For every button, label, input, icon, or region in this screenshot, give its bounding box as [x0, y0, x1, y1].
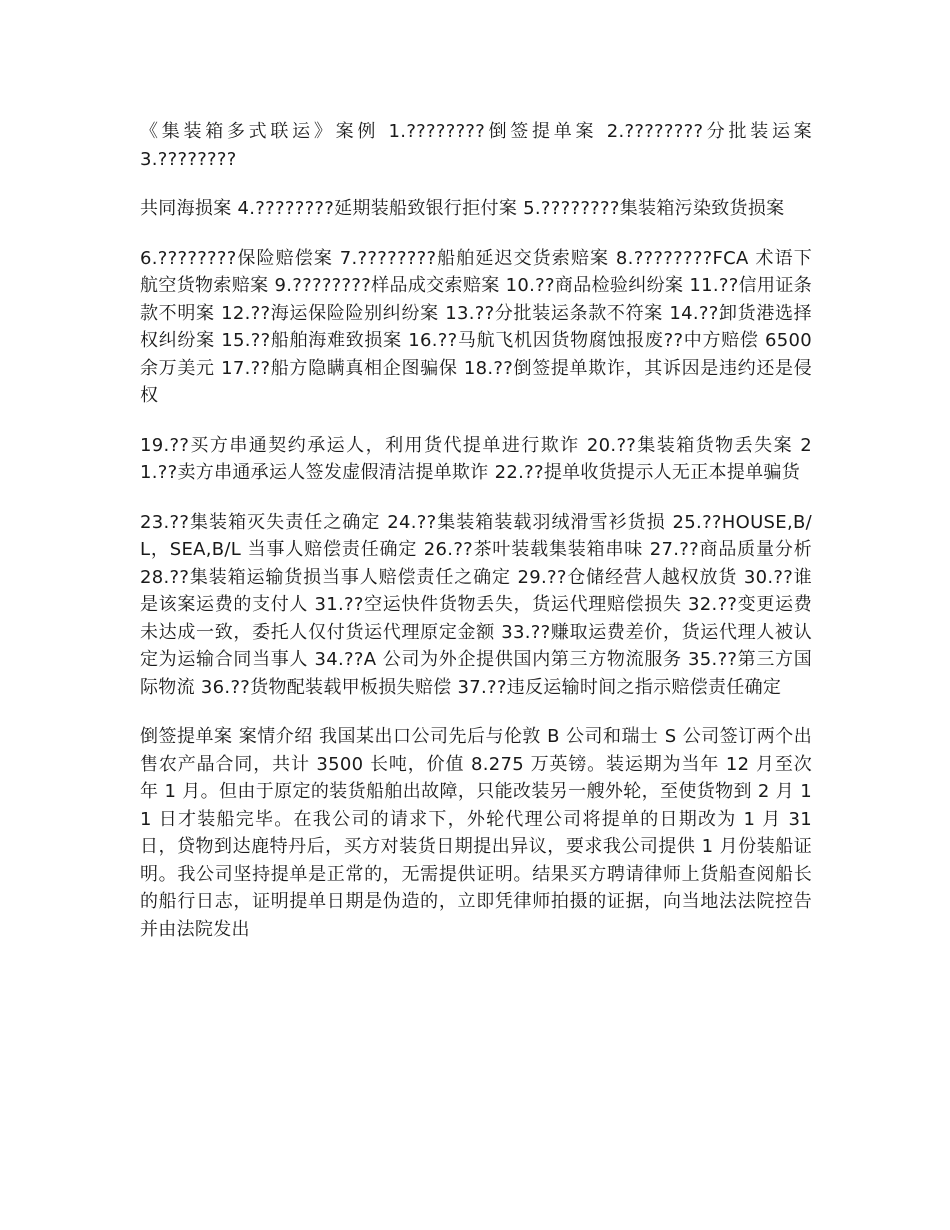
paragraph-case-index-3: 6.????????保险赔偿案 7.????????船舶延迟交货索赔案 8.????????FCA 术语下航空货物索赔案 9.????????样品成交索赔案 10.??商品检验纠纷案 11.??信用证条款不明案 12.??海运保险险别纠纷案 13.??分批装运条款不符案 14.??卸货港选择权纠纷案 15.??船舶海难致损案 16.??马航飞机因货物腐蚀报废??中方赔偿 6500 余万美元 17.??船方隐瞒真相企图骗保 18.??倒签提单欺诈，其诉因是违约还是侵权: [140, 247, 812, 406]
paragraph-case-index-4: 19.??买方串通契约承运人，利用货代提单进行欺诈 20.??集装箱货物丢失案 21.??卖方串通承运人签发虚假清洁提单欺诈 22.??提单收货提示人无正本提单骗货: [140, 434, 812, 483]
paragraph-case-index-2: 共同海损案 4.????????延期装船致银行拒付案 5.????????集装箱污染致货损案: [140, 198, 785, 219]
document-body: [140, 118, 812, 965]
paragraph-case-index-5: 23.??集装箱灭失责任之确定 24.??集装箱装载羽绒滑雪衫货损 25.??HOUSE,B/L，SEA,B/L 当事人赔偿责任确定 26.??茶叶装载集装箱串味 27.??商品质量分析 28.??集装箱运输货损当事人赔偿责任之确定 29.??仓储经营人越权放货 30.??谁是该案运费的支付人 31.??空运快件货物丢失，货运代理赔偿损失 32.??变更运费未达成一致，委托人仅付货运代理原定金额 33.??赚取运费差价，货运代理人被认定为运输合同当事人 34.??A 公司为外企提供国内第三方物流服务 35.??第三方国际物流 36.??货物配装载甲板损失赔偿 37.??违反运输时间之指示赔偿责任确定: [140, 511, 812, 698]
paragraph-case-description: 倒签提单案 案情介绍 我国某出口公司先后与伦敦 B 公司和瑞士 S 公司签订两个出售农产晶合同，共计 3500 长吨，价值 8.275 万英镑。装运期为当年 12 月至次年 1 月。但由于原定的装货船舶出故障，只能改装另一艘外轮，至使货物到 2 月 11 日才装船完毕。在我公司的请求下，外轮代理公司将提单的日期改为 1 月 31 日，贷物到达鹿特丹后，买方对装货日期提出异议，要求我公司提供 1 月份装船证明。我公司坚持提单是正常的，无需提供证明。结果买方聘请律师上货船查阅船长的船行日志，证明提单日期是伪造的，立即凭律师拍摄的证据，向当地法法院控告并由法院发出: [140, 726, 812, 940]
paragraph-case-index-1: 《集装箱多式联运》案例 1.????????倒签提单案 2.????????分批装运案 3.????????: [140, 121, 812, 170]
